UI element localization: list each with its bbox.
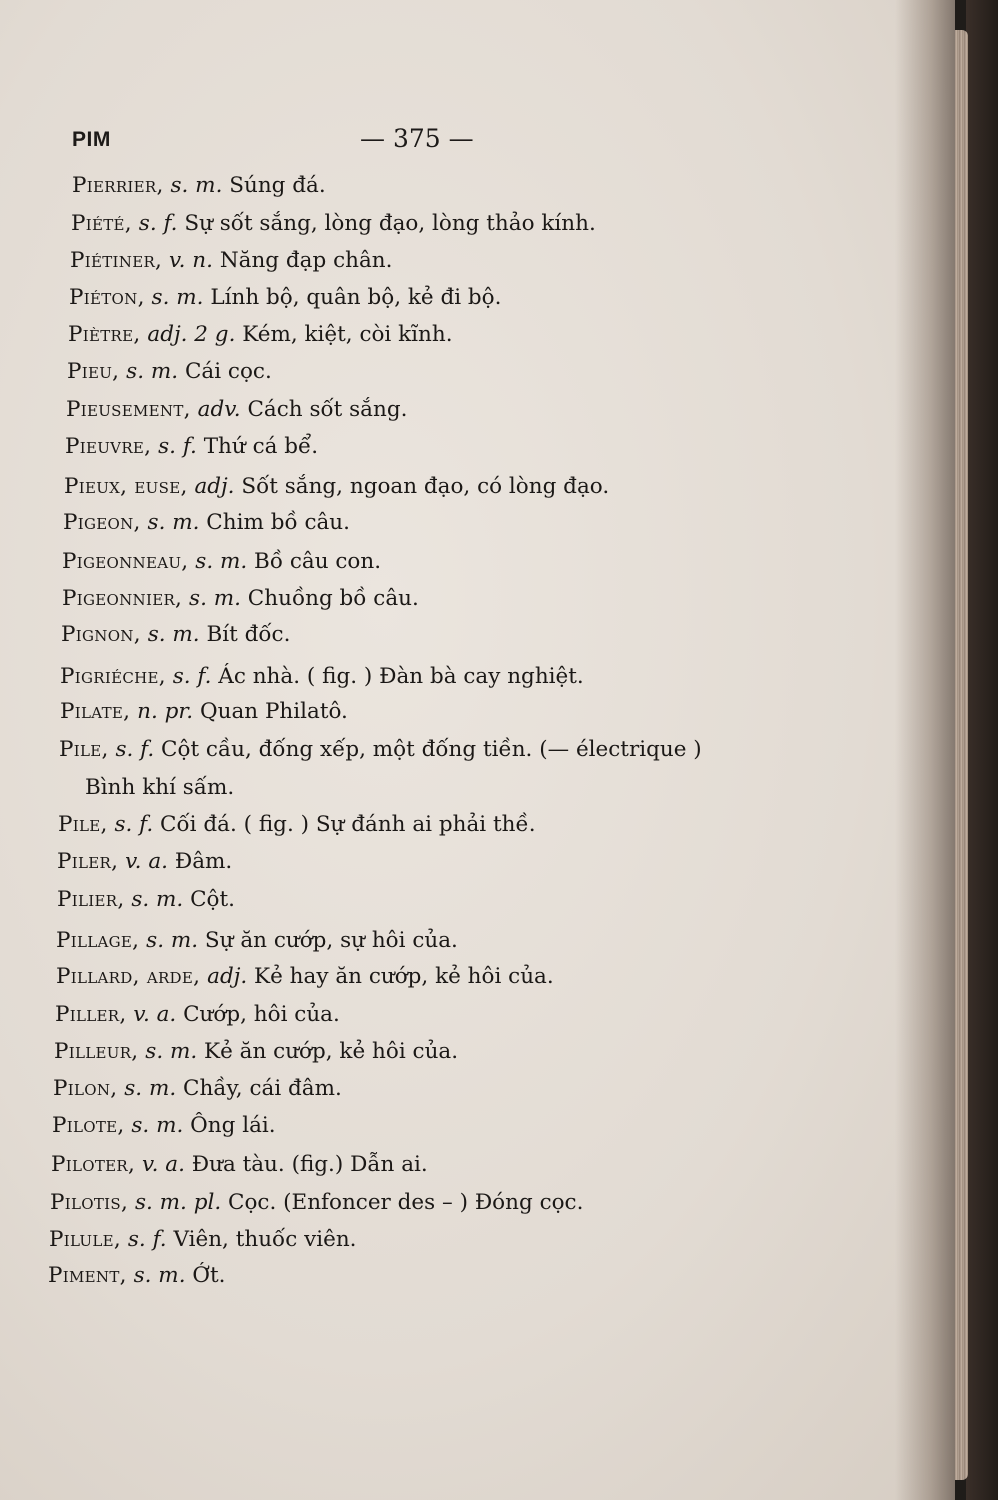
entry-grammar: s. f. <box>115 737 155 762</box>
entry-grammar: v. a. <box>141 1152 185 1177</box>
dictionary-entry <box>50 1189 583 1217</box>
dictionary-entry <box>72 172 326 200</box>
entry-grammar: s. m. <box>147 622 200 647</box>
entry-definition: Đâm. <box>168 849 233 874</box>
dictionary-entry <box>60 663 584 691</box>
entry-grammar: s. m. <box>170 173 223 198</box>
dictionary-entry <box>69 284 501 312</box>
entry-grammar: v. a. <box>125 849 168 874</box>
entry-grammar: n. pr. <box>137 699 194 724</box>
entry-definition: Cọc. (Enfoncer des – ) Đóng cọc. <box>221 1190 584 1215</box>
entry-headword: Pignon, <box>61 622 141 647</box>
entry-headword: Pile, <box>59 737 109 762</box>
entry-headword: Pillard, arde, <box>56 964 201 989</box>
entry-grammar: s. m. <box>147 510 200 535</box>
entry-headword: Pile, <box>58 812 108 837</box>
entry-headword: Pieu, <box>67 359 120 384</box>
entry-definition: Cối đá. ( fig. ) Sự đánh ai phải thề. <box>153 812 536 837</box>
dictionary-entry <box>70 247 392 275</box>
dictionary-entry <box>54 1038 458 1066</box>
entry-headword: Pigeon, <box>63 510 141 535</box>
dictionary-entry <box>59 736 702 802</box>
entry-grammar: s. m. <box>145 1039 198 1064</box>
entry-headword: Pigeonneau, <box>62 549 189 574</box>
entry-definition: Kẻ ăn cướp, kẻ hôi của. <box>197 1039 459 1064</box>
entry-grammar: adv. <box>197 397 241 422</box>
entry-definition: Ông lái. <box>183 1113 276 1138</box>
entry-definition: Năng đạp chân. <box>212 248 393 273</box>
entry-headword: Pilotis, <box>50 1190 129 1215</box>
entry-definition: Ác nhà. ( fig. ) Đàn bà cay nghiệt. <box>211 664 584 689</box>
dictionary-entry <box>57 848 232 876</box>
entry-grammar: s. f. <box>127 1227 167 1252</box>
guide-word: PIM <box>72 128 111 151</box>
entry-headword: Pilleur, <box>54 1039 139 1064</box>
entry-definition: Cái cọc. <box>178 359 272 384</box>
dictionary-entry <box>62 548 381 576</box>
dictionary-entry <box>52 1112 276 1140</box>
entry-headword: Pigeonnier, <box>62 586 183 611</box>
entry-headword: Piéton, <box>69 285 145 310</box>
entry-definition: Kém, kiệt, còi kĩnh. <box>235 322 453 347</box>
entry-grammar: s. m. <box>189 586 241 611</box>
dictionary-entry <box>53 1075 342 1103</box>
entry-definition: Chim bồ câu. <box>199 510 350 535</box>
entry-definition: Cách sốt sắng. <box>240 397 408 422</box>
entry-grammar: adj. <box>207 964 248 989</box>
entry-headword: Piété, <box>71 211 132 236</box>
dictionary-entry <box>49 1226 357 1254</box>
entry-headword: Pilote, <box>52 1113 125 1138</box>
entry-headword: Pilate, <box>60 699 131 724</box>
dictionary-entry <box>57 886 235 914</box>
entry-grammar: s. m. <box>195 549 248 574</box>
entry-headword: Pilule, <box>49 1227 122 1252</box>
entry-definition: Thứ cá bể. <box>196 434 319 459</box>
entry-grammar: s. m. <box>126 359 179 384</box>
dictionary-entry <box>63 509 350 537</box>
entry-definition: Sự ăn cướp, sự hôi của. <box>198 928 458 953</box>
entry-definition: Ớt. <box>185 1263 226 1288</box>
entry-grammar: s. m. <box>146 928 199 953</box>
entry-definition: Kẻ hay ăn cướp, kẻ hôi của. <box>247 964 554 989</box>
entry-definition: Sự sốt sắng, lòng đạo, lòng thảo kính. <box>177 211 596 236</box>
entry-headword: Pierrier, <box>72 173 164 198</box>
dictionary-entry <box>66 396 407 424</box>
entry-definition: Chuồng bồ câu. <box>240 586 419 611</box>
entry-definition: Súng đá. <box>222 173 326 198</box>
entry-definition: Sốt sắng, ngoan đạo, có lòng đạo. <box>234 474 610 499</box>
entry-grammar: s. f. <box>114 812 154 837</box>
dictionary-entry <box>67 358 272 386</box>
entry-headword: Pieux, euse, <box>64 474 188 499</box>
entry-headword: Pigriéche, <box>60 664 166 689</box>
entry-definition: Viên, thuốc viên. <box>166 1227 357 1252</box>
entry-grammar: s. m. pl. <box>134 1190 222 1215</box>
dictionary-entry <box>68 321 453 349</box>
entry-grammar: s. m. <box>151 285 204 310</box>
dictionary-entry <box>55 1001 340 1029</box>
entry-grammar: s. f. <box>172 664 212 689</box>
entry-grammar: s. m. <box>124 1076 177 1101</box>
dictionary-entry <box>60 698 348 726</box>
entry-definition: Lính bộ, quân bộ, kẻ đi bộ. <box>203 285 502 310</box>
dictionary-entry <box>56 963 554 991</box>
dictionary-entry <box>62 585 419 613</box>
entry-grammar: v. a. <box>133 1002 177 1027</box>
entry-definition: Quan Philatô. <box>193 699 348 724</box>
entry-grammar: adj. <box>194 474 235 499</box>
dictionary-entry <box>56 927 458 955</box>
entry-grammar: adj. 2 g. <box>147 322 236 347</box>
entry-definition: Cột. <box>183 887 235 912</box>
entry-definition: Bít đốc. <box>199 622 291 647</box>
entry-headword: Piétiner, <box>70 248 163 273</box>
entry-headword: Piloter, <box>51 1152 136 1177</box>
entry-definition: Đưa tàu. (fig.) Dẫn ai. <box>184 1152 428 1177</box>
dictionary-entry <box>65 433 318 461</box>
entry-grammar: s. f. <box>158 434 197 459</box>
entry-headword: Pillage, <box>56 928 140 953</box>
entry-headword: Piment, <box>48 1263 127 1288</box>
entry-headword: Pilier, <box>57 887 125 912</box>
entry-headword: Pieusement, <box>66 397 191 422</box>
dictionary-entry <box>71 210 596 238</box>
entry-definition: Chầy, cái đâm. <box>176 1076 342 1101</box>
entry-headword: Piètre, <box>68 322 141 347</box>
entry-grammar: s. m. <box>133 1263 186 1288</box>
book-cover-edge <box>966 0 998 1500</box>
entry-grammar: s. f. <box>138 211 178 236</box>
dictionary-entry <box>51 1151 428 1179</box>
page-number: — 375 — <box>360 124 474 153</box>
entry-headword: Piller, <box>55 1002 127 1027</box>
entry-headword: Piler, <box>57 849 119 874</box>
entry-headword: Pilon, <box>53 1076 118 1101</box>
entry-grammar: v. n. <box>169 248 213 273</box>
entry-grammar: s. m. <box>131 887 184 912</box>
entry-definition: Bồ câu con. <box>247 549 382 574</box>
dictionary-entry <box>61 621 290 649</box>
dictionary-entry <box>58 811 536 839</box>
entry-definition: Cướp, hôi của. <box>176 1002 340 1027</box>
dictionary-entry <box>64 473 609 501</box>
dictionary-entry <box>48 1262 225 1290</box>
entry-definition: Cột cầu, đống xếp, một đống tiền. (— électrique ) <box>154 737 702 762</box>
entry-grammar: s. m. <box>131 1113 184 1138</box>
entry-headword: Pieuvre, <box>65 434 152 459</box>
entry-continuation: Bình khí sấm. <box>85 775 235 800</box>
